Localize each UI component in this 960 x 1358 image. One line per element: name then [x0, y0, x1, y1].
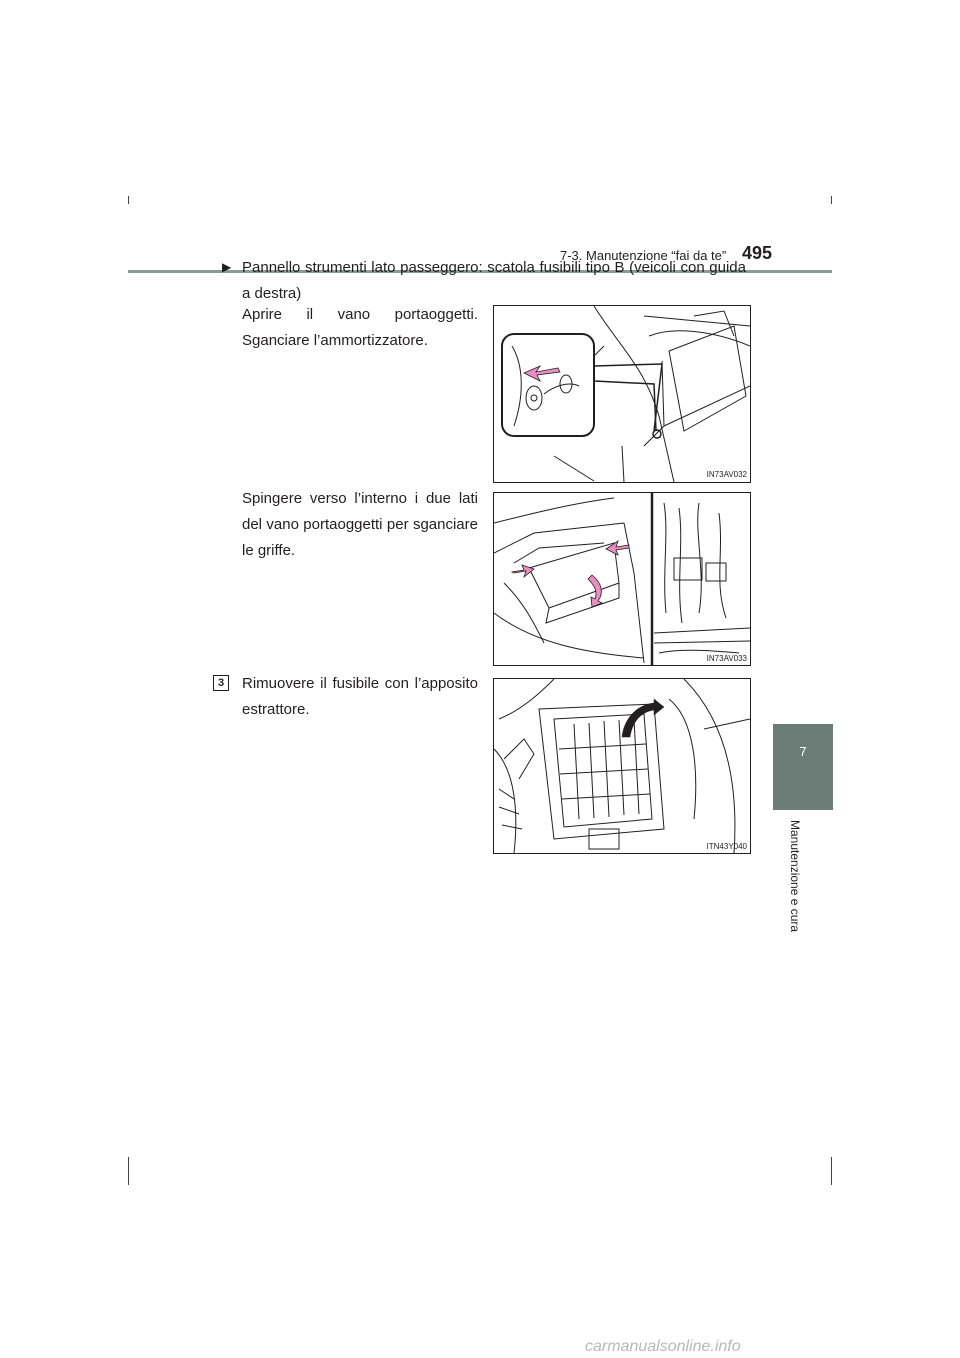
watermark: carmanualsonline.info	[585, 1338, 741, 1355]
step-2-text: Spingere verso l’interno i due lati del vano portaoggetti per sganciare le griffe.	[242, 490, 478, 559]
step-3-text: Rimuovere il fusibile con l’apposito estrattore.	[242, 675, 478, 718]
bullet-heading: Pannello strumenti lato passeggero: scatola fusibili tipo B (veicoli con guida a destra)	[242, 259, 746, 302]
figure-2-code: IN73AV033	[706, 654, 747, 663]
chapter-tab	[773, 724, 833, 810]
figure-1-code: IN73AV032	[706, 470, 747, 479]
header-section-title: 7-3. Manutenzione “fai da te”	[560, 248, 727, 263]
figure-fuse-puller	[493, 678, 751, 854]
chapter-title: Manutenzione e cura	[788, 820, 802, 933]
chapter-number: 7	[799, 744, 807, 759]
crop-mark-bottom-left	[128, 1157, 129, 1185]
step-1-text: Aprire il vano portaoggetti. Sganciare l’ammortizzatore.	[242, 306, 478, 349]
bullet-triangle-icon: ▶	[222, 260, 232, 274]
crop-mark-bottom-right	[831, 1157, 832, 1185]
step-3-number: 3	[213, 675, 229, 691]
figure-3-code: ITN43Y040	[706, 842, 747, 851]
figure-glovebox-claws	[493, 492, 751, 666]
crop-mark-top-left	[128, 196, 129, 204]
figure-glovebox-damper	[493, 305, 751, 483]
crop-mark-top-right	[831, 196, 832, 204]
page-number: 495	[742, 243, 773, 263]
